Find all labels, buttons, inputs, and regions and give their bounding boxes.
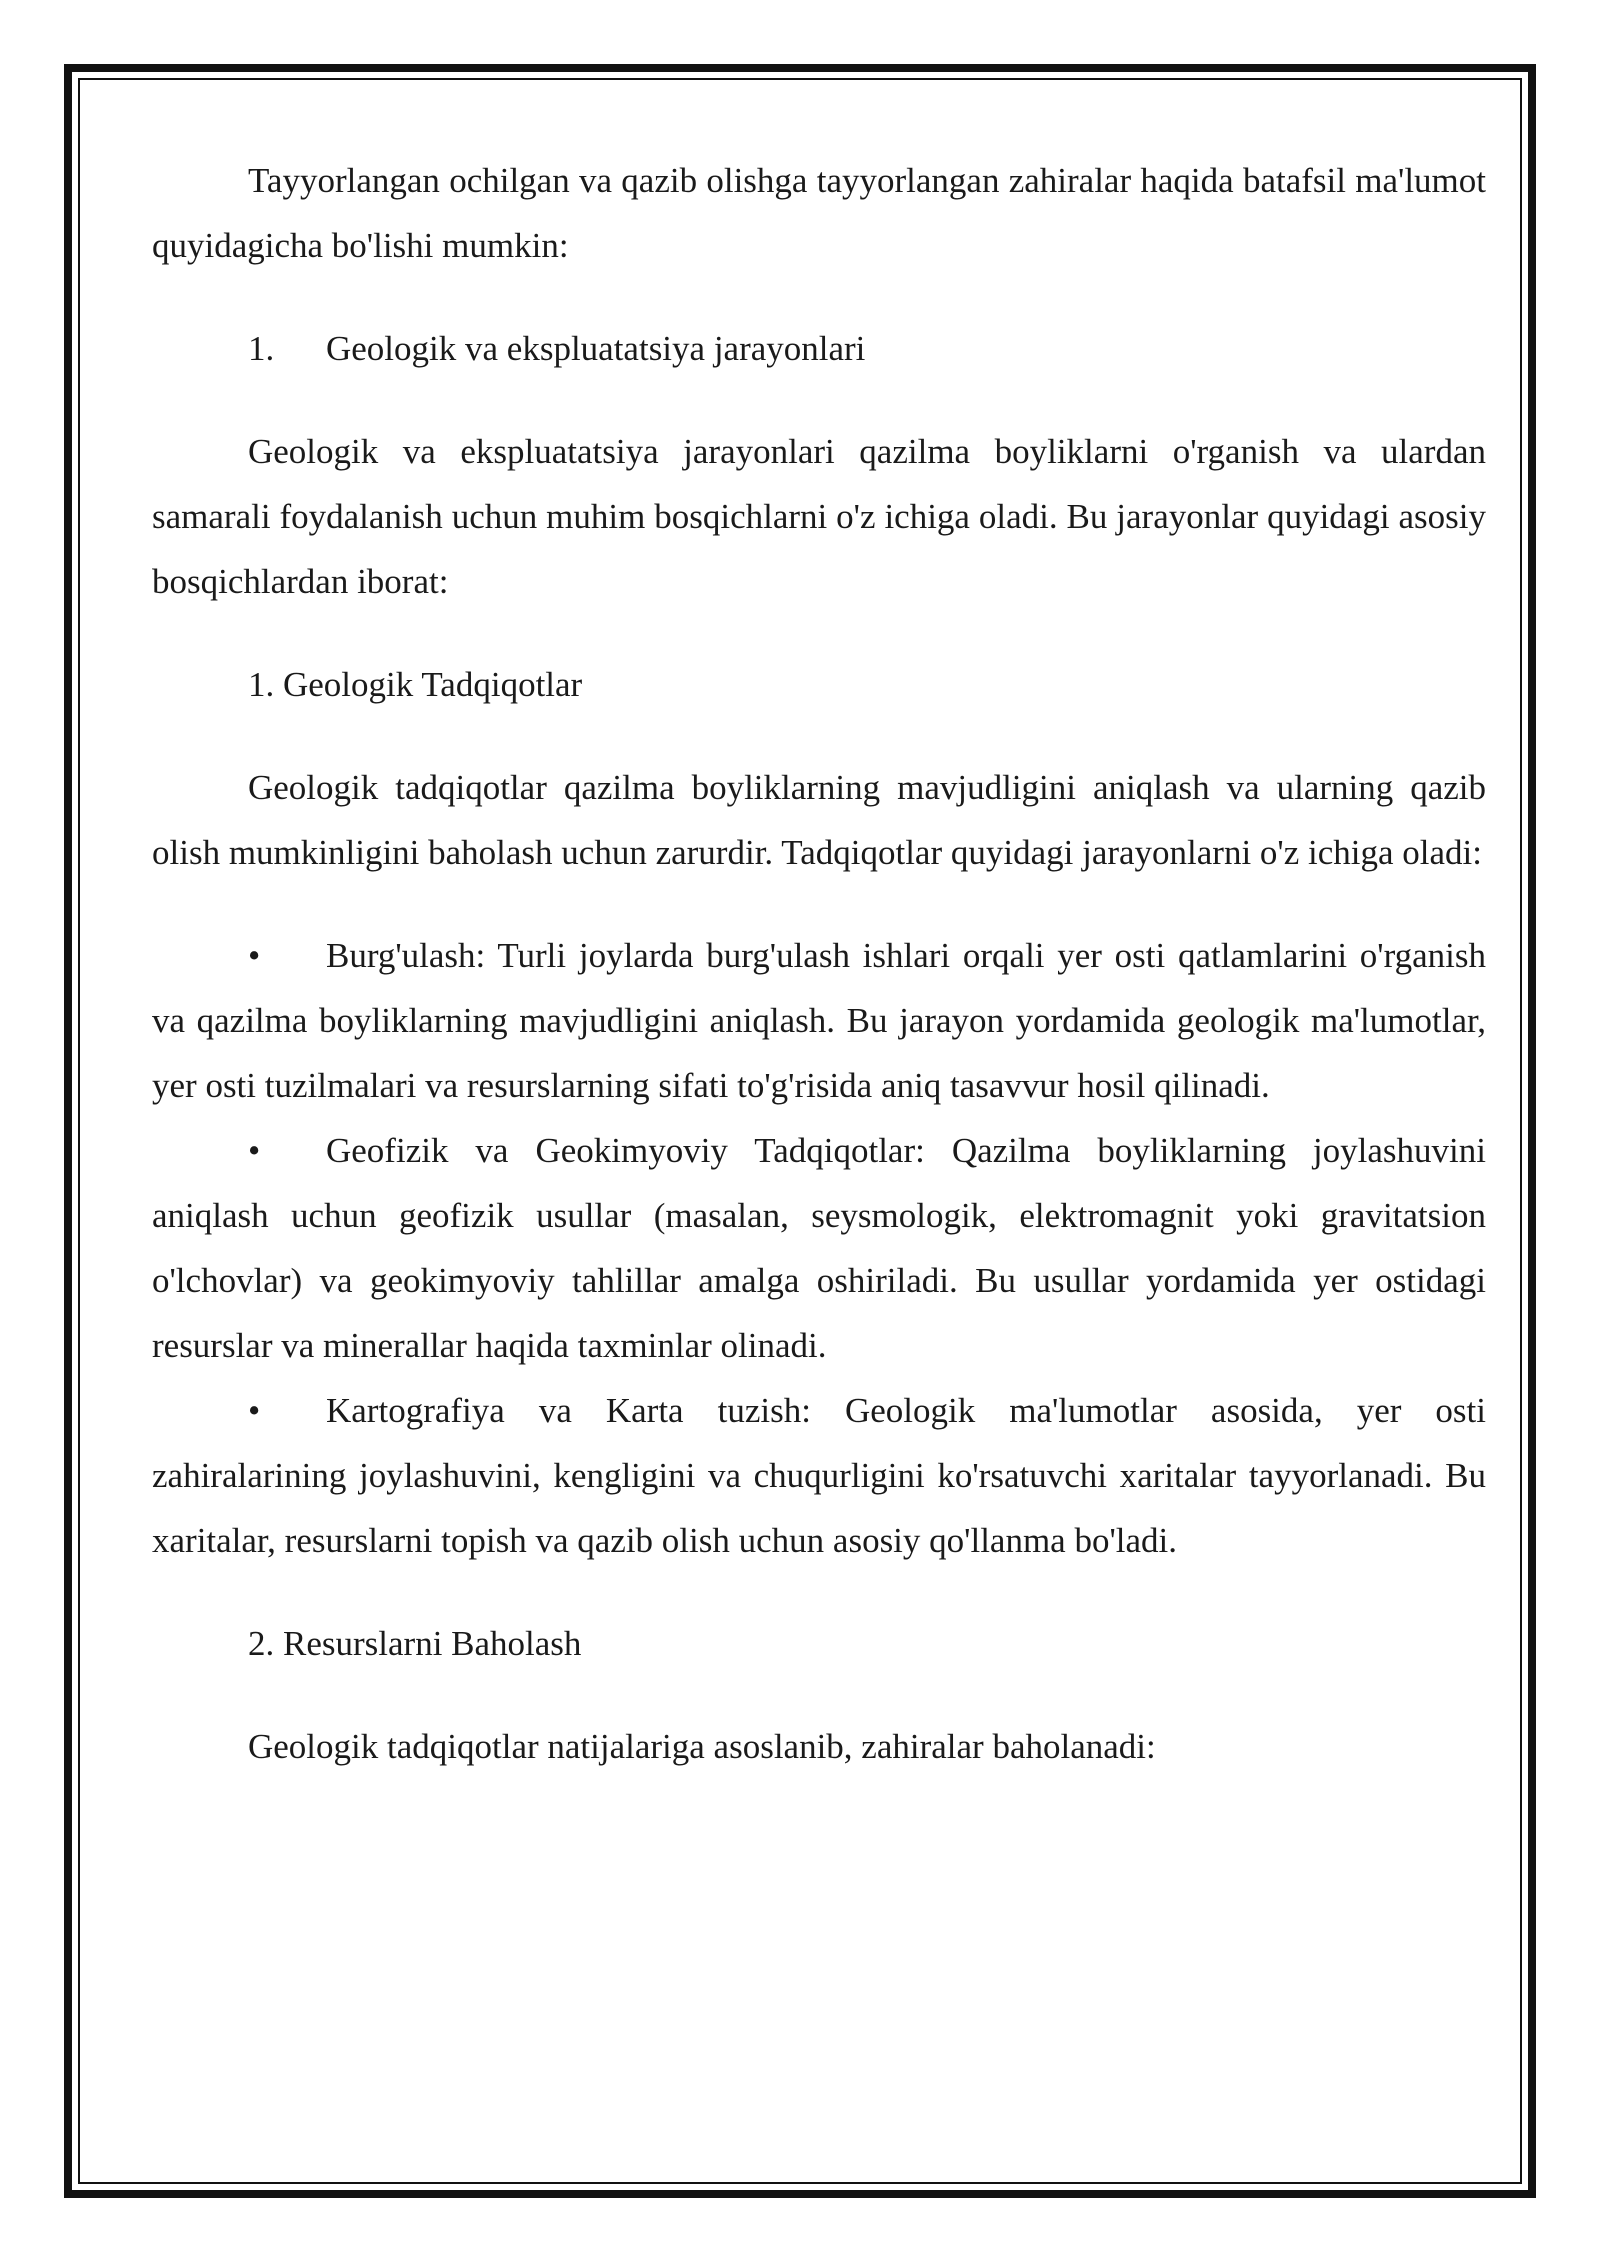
bullet-icon: • <box>248 1391 261 1430</box>
spacer <box>152 1573 1486 1611</box>
subsection-heading-1: 1. Geologik Tadqiqotlar <box>248 665 583 704</box>
intro-paragraph: Tayyorlangan ochilgan va qazib olishga tayyorlangan zahiralar haqida batafsil ma'lumot quyidagicha bo'lishi mumkin: <box>152 161 1486 265</box>
section-heading <box>152 316 1486 381</box>
spacer <box>152 1676 1486 1714</box>
section-paragraph: Geologik va ekspluatatsiya jarayonlari qazilma boyliklarni o'rganish va ulardan samarali foydalanish uchun muhim bosqichlarni o'z ichiga oladi. Bu jarayonlar quyidagi asosiy bosqichlardan iborat: <box>152 432 1486 601</box>
spacer <box>152 614 1486 652</box>
spacer <box>152 381 1486 419</box>
subsection-heading-2: 2. Resurslarni Baholash <box>248 1624 582 1663</box>
bullet-icon: • <box>248 936 261 975</box>
section-title: Geologik va ekspluatatsiya jarayonlari <box>326 329 866 368</box>
bullet-item <box>152 1378 1486 1573</box>
document-body <box>152 148 1486 1779</box>
bullet-text: Kartografiya va Karta tuzish: Geologik ma'lumotlar asosida, yer osti zahiralarining joylashuvini, kengligini va chuqurligini ko'rsatuvchi xaritalar tayyorlanadi. Bu xaritalar, resurslarni topish va qazib olish uchun asosiy qo'llanma bo'ladi. <box>152 1391 1486 1560</box>
subsection-paragraph-1: Geologik tadqiqotlar qazilma boyliklarning mavjudligini aniqlash va ularning qazib olish mumkinligini baholash uchun zarurdir. Tadqiqotlar quyidagi jarayonlarni o'z ichiga oladi: <box>152 768 1486 872</box>
section-number: 1. <box>248 329 275 368</box>
spacer <box>152 885 1486 923</box>
spacer <box>152 717 1486 755</box>
bullet-item <box>152 1118 1486 1378</box>
bullet-text: Burg'ulash: Turli joylarda burg'ulash ishlari orqali yer osti qatlamlarini o'rganish va qazilma boyliklarning mavjudligini aniqlash. Bu jarayon yordamida geologik ma'lumotlar, yer osti tuzilmalari va resurslarning sifati to'g'risida aniq tasavvur hosil qilinadi. <box>152 936 1486 1105</box>
spacer <box>152 278 1486 316</box>
bullet-item <box>152 923 1486 1118</box>
bullet-icon: • <box>248 1131 261 1170</box>
subsection-paragraph-2: Geologik tadqiqotlar natijalariga asoslanib, zahiralar baholanadi: <box>248 1727 1156 1766</box>
bullet-text: Geofizik va Geokimyoviy Tadqiqotlar: Qazilma boyliklarning joylashuvini aniqlash uchun geofizik usullar (masalan, seysmologik, elektromagnit yoki gravitatsion o'lchovlar) va geokimyoviy tahlillar amalga oshiriladi. Bu usullar yordamida yer ostidagi resurslar va minerallar haqida taxminlar olinadi. <box>152 1131 1486 1365</box>
